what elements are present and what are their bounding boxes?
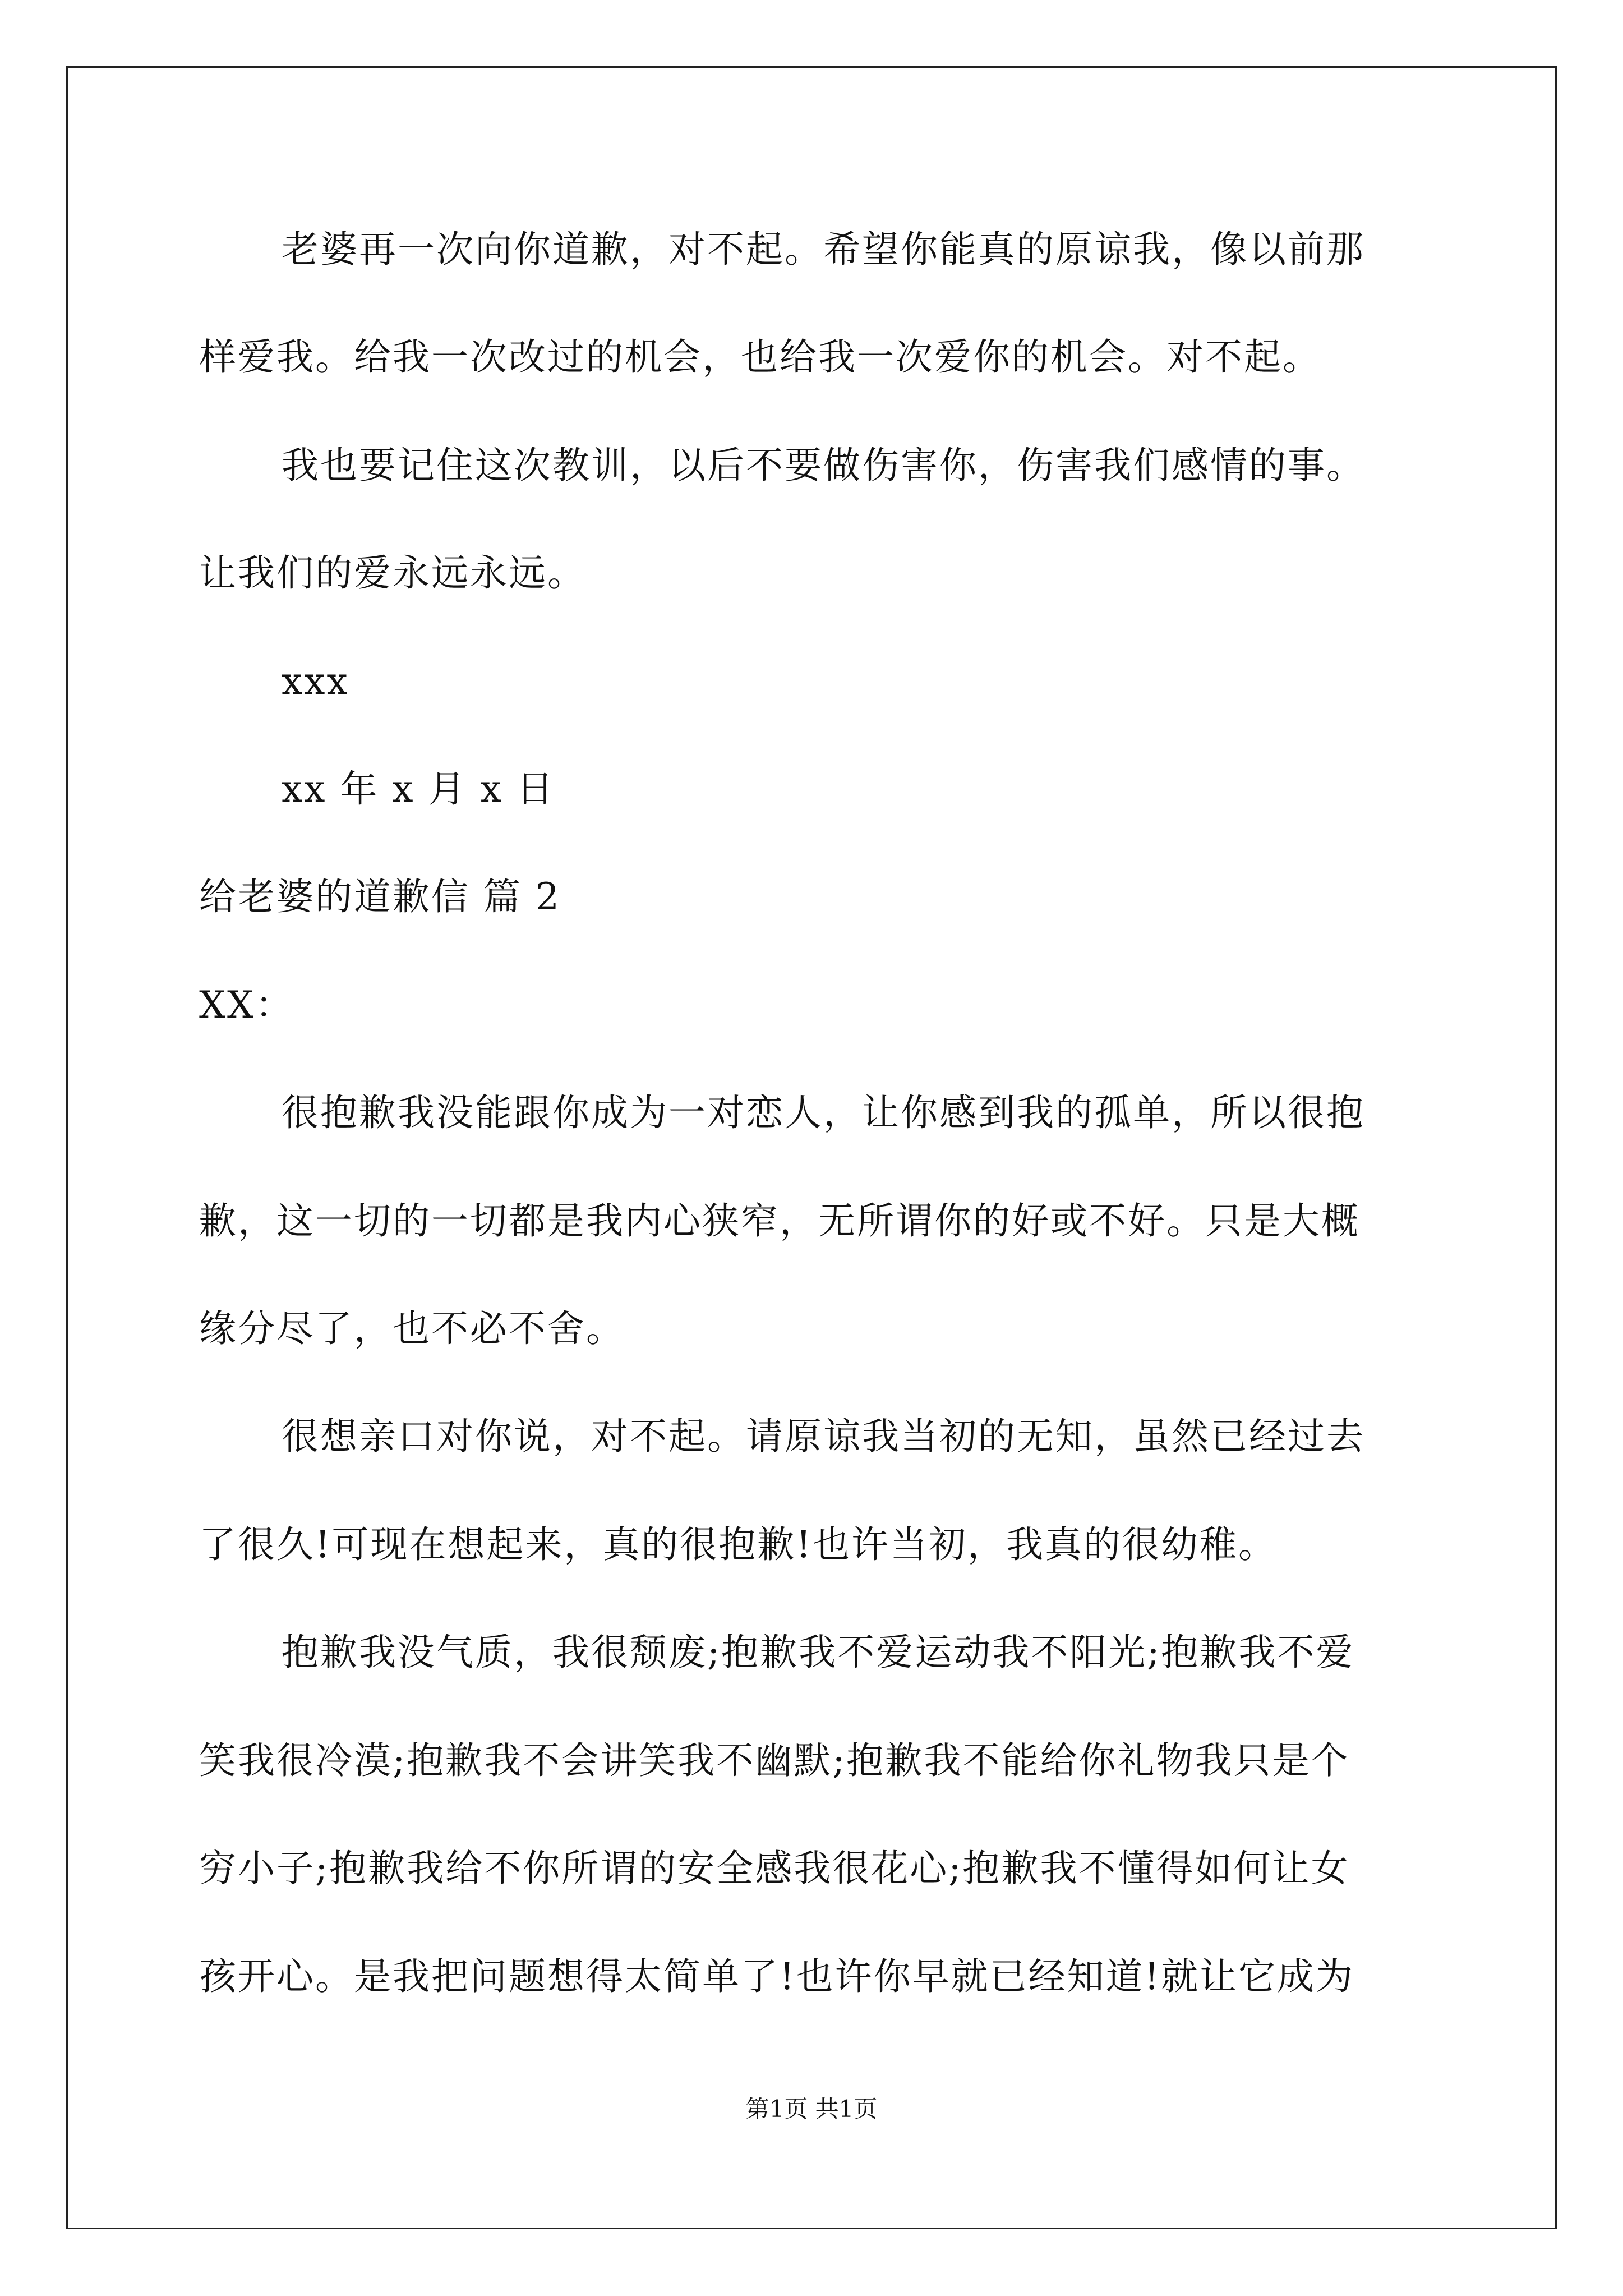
paragraph-line: 歉，这一切的一切都是我内心狭窄，无所谓你的好或不好。只是大概 (199, 1199, 1360, 1243)
paragraph-line: 很抱歉我没能跟你成为一对恋人，让你感到我的孤单，所以很抱 (282, 1091, 1365, 1134)
paragraph-line: 样爱我。给我一次改过的机会，也给我一次爱你的机会。对不起。 (199, 335, 1321, 379)
paragraph-line: 笑我很冷漠;抱歉我不会讲笑我不幽默;抱歉我不能给你礼物我只是个 (199, 1739, 1350, 1782)
paragraph-line: 了很久!可现在想起来，真的很抱歉!也许当初，我真的很幼稚。 (199, 1523, 1278, 1566)
page-number-footer: 第1页 共1页 (745, 2095, 878, 2123)
paragraph-line: 我也要记住这次教训，以后不要做伤害你，伤害我们感情的事。 (282, 444, 1365, 487)
page-border (66, 66, 1557, 2229)
section-heading: 给老婆的道歉信 篇 2 (199, 875, 561, 918)
paragraph-line: 让我们的爱永远永远。 (199, 551, 586, 595)
salutation: XX： (199, 983, 294, 1027)
paragraph-line: 很想亲口对你说，对不起。请原谅我当初的无知，虽然已经过去 (282, 1415, 1365, 1458)
paragraph-line: 穷小子;抱歉我给不你所谓的安全感我很花心;抱歉我不懂得如何让女 (199, 1847, 1350, 1890)
paragraph-line: 老婆再一次向你道歉，对不起。希望你能真的原谅我，像以前那 (282, 228, 1365, 271)
signature-name: xxx (282, 660, 349, 703)
paragraph-line: 缘分尽了，也不必不舍。 (199, 1307, 625, 1350)
signature-date: xx 年 x 月 x 日 (282, 767, 555, 811)
paragraph-line: 抱歉我没气质，我很颓废;抱歉我不爱运动我不阳光;抱歉我不爱 (282, 1631, 1355, 1674)
paragraph-line: 孩开心。是我把问题想得太简单了!也许你早就已经知道!就让它成为 (199, 1955, 1355, 1998)
